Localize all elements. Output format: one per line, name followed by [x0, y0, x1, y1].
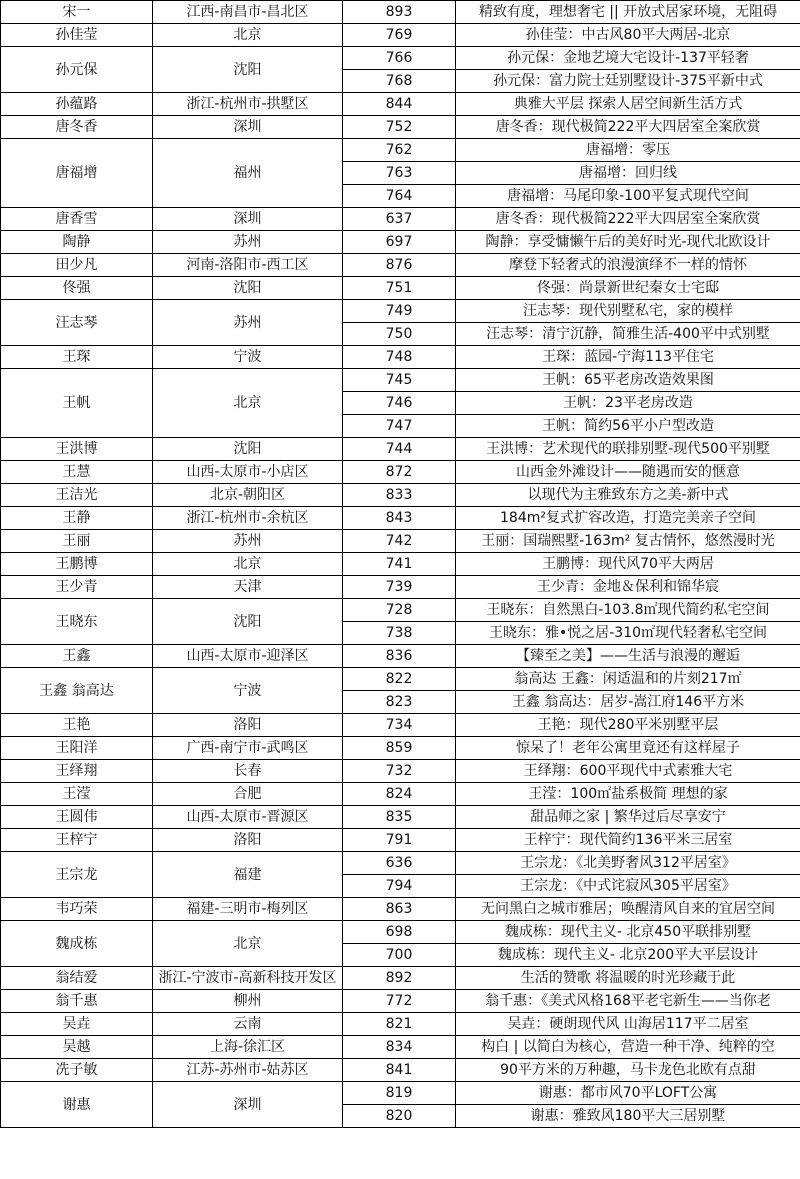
project-id-cell: 762 [343, 139, 456, 162]
table-row [1, 967, 800, 990]
project-id-cell: 746 [343, 392, 456, 415]
designer-name-cell: 王静 [1, 507, 153, 530]
project-id-cell: 698 [343, 921, 456, 944]
location-cell: 深圳 [153, 208, 343, 231]
designer-name-cell: 宋一 [1, 1, 153, 24]
table-row [1, 829, 800, 852]
designer-name-cell: 翁结爱 [1, 967, 153, 990]
project-title-cell: 无问黑白之城市雅居；唤醒清风自来的宜居空间 [456, 898, 800, 921]
project-title-cell: 甜品师之家 | 繁华过后尽享安宁 [456, 806, 800, 829]
project-id-cell: 741 [343, 553, 456, 576]
project-id-cell: 637 [343, 208, 456, 231]
project-title-cell: 王宗龙：《北美野奢风312平居室》 [456, 852, 800, 875]
project-id-cell: 820 [343, 1105, 456, 1128]
location-cell: 长春 [153, 760, 343, 783]
designer-table-body [1, 1, 800, 1128]
project-title-cell: 孙元保：富力院士廷别墅设计-375平新中式 [456, 70, 800, 93]
project-id-cell: 841 [343, 1059, 456, 1082]
project-id-cell: 859 [343, 737, 456, 760]
table-row [1, 208, 800, 231]
project-title-cell: 精致有度，理想奢宅 || 开放式居家环境，无阻碍 [456, 1, 800, 24]
designer-name-cell: 唐香雪 [1, 208, 153, 231]
table-row [1, 93, 800, 116]
project-id-cell: 763 [343, 162, 456, 185]
project-title-cell: 翁千惠：《美式风格168平老宅新生——当你老 [456, 990, 800, 1013]
designer-name-cell: 孙佳莹 [1, 24, 153, 47]
project-id-cell: 732 [343, 760, 456, 783]
project-id-cell: 843 [343, 507, 456, 530]
designer-name-cell: 汪志琴 [1, 300, 153, 346]
designer-name-cell: 谢惠 [1, 1082, 153, 1128]
project-id-cell: 697 [343, 231, 456, 254]
location-cell: 天津 [153, 576, 343, 599]
project-title-cell: 汪志琴：现代别墅私宅，家的模样 [456, 300, 800, 323]
project-id-cell: 636 [343, 852, 456, 875]
project-title-cell: 陶静：享受慵懒午后的美好时光-现代北欧设计 [456, 231, 800, 254]
designer-name-cell: 王阳洋 [1, 737, 153, 760]
location-cell: 江苏-苏州市-姑苏区 [153, 1059, 343, 1082]
designer-name-cell: 王鹏博 [1, 553, 153, 576]
location-cell: 宁波 [153, 346, 343, 369]
location-cell: 深圳 [153, 1082, 343, 1128]
table-row [1, 484, 800, 507]
designer-name-cell: 王洪博 [1, 438, 153, 461]
table-row [1, 24, 800, 47]
table-row [1, 346, 800, 369]
designer-name-cell: 王梓宁 [1, 829, 153, 852]
table-row [1, 576, 800, 599]
project-title-cell: 90平方米的万种趣，马卡龙色北欧有点甜 [456, 1059, 800, 1082]
table-row [1, 760, 800, 783]
designer-name-cell: 陶静 [1, 231, 153, 254]
project-id-cell: 794 [343, 875, 456, 898]
table-row [1, 806, 800, 829]
designer-name-cell: 王少青 [1, 576, 153, 599]
designer-name-cell: 王圆伟 [1, 806, 153, 829]
project-title-cell: 构白 | 以简白为核心，营造一种干净、纯粹的空 [456, 1036, 800, 1059]
project-id-cell: 766 [343, 47, 456, 70]
project-id-cell: 768 [343, 70, 456, 93]
project-id-cell: 824 [343, 783, 456, 806]
project-id-cell: 700 [343, 944, 456, 967]
project-id-cell: 745 [343, 369, 456, 392]
table-row [1, 438, 800, 461]
project-id-cell: 835 [343, 806, 456, 829]
project-title-cell: 吴垚：硬朗现代风 山海居117平二居室 [456, 1013, 800, 1036]
project-title-cell: 摩登下轻奢式的浪漫演绎不一样的情怀 [456, 254, 800, 277]
location-cell: 洛阳 [153, 829, 343, 852]
designer-name-cell: 王洁光 [1, 484, 153, 507]
project-title-cell: 王帆：23平老房改造 [456, 392, 800, 415]
designer-name-cell: 唐福增 [1, 139, 153, 208]
table-row [1, 461, 800, 484]
table-row [1, 47, 800, 70]
designer-name-cell: 王鑫 [1, 645, 153, 668]
location-cell: 山西-太原市-迎泽区 [153, 645, 343, 668]
project-title-cell: 唐福增：零压 [456, 139, 800, 162]
table-row [1, 116, 800, 139]
project-id-cell: 750 [343, 323, 456, 346]
location-cell: 浙江-宁波市-高新科技开发区 [153, 967, 343, 990]
designer-name-cell: 冼子敏 [1, 1059, 153, 1082]
project-title-cell: 惊呆了！老年公寓里竟还有这样屋子 [456, 737, 800, 760]
project-id-cell: 772 [343, 990, 456, 1013]
location-cell: 深圳 [153, 116, 343, 139]
location-cell: 北京 [153, 921, 343, 967]
project-id-cell: 742 [343, 530, 456, 553]
table-row [1, 990, 800, 1013]
table-row [1, 300, 800, 323]
designer-name-cell: 王绎翔 [1, 760, 153, 783]
project-title-cell: 【臻至之美】——生活与浪漫的邂逅 [456, 645, 800, 668]
project-title-cell: 王洪博：艺术现代的联排别墅-现代500平别墅 [456, 438, 800, 461]
project-id-cell: 821 [343, 1013, 456, 1036]
project-title-cell: 王帆：简约56平小户型改造 [456, 415, 800, 438]
location-cell: 沈阳 [153, 438, 343, 461]
project-id-cell: 836 [343, 645, 456, 668]
table-row [1, 714, 800, 737]
project-id-cell: 823 [343, 691, 456, 714]
location-cell: 浙江-杭州市-余杭区 [153, 507, 343, 530]
project-id-cell: 764 [343, 185, 456, 208]
project-title-cell: 王晓东：雅•悦之居-310㎡现代轻奢私宅空间 [456, 622, 800, 645]
table-row [1, 668, 800, 691]
project-title-cell: 佟强：尚景新世纪秦女士宅邸 [456, 277, 800, 300]
project-title-cell: 王鹏博：现代风70平大两居 [456, 553, 800, 576]
project-id-cell: 822 [343, 668, 456, 691]
table-row [1, 139, 800, 162]
project-id-cell: 872 [343, 461, 456, 484]
location-cell: 沈阳 [153, 599, 343, 645]
project-title-cell: 魏成栋：现代主义- 北京450平联排别墅 [456, 921, 800, 944]
project-title-cell: 王梓宁：现代简约136平米三居室 [456, 829, 800, 852]
table-row [1, 369, 800, 392]
project-id-cell: 863 [343, 898, 456, 921]
designer-name-cell: 王艳 [1, 714, 153, 737]
project-title-cell: 唐福增：马尾印象-100平复式现代空间 [456, 185, 800, 208]
project-id-cell: 769 [343, 24, 456, 47]
location-cell: 福建-三明市-梅列区 [153, 898, 343, 921]
table-row [1, 1082, 800, 1105]
location-cell: 沈阳 [153, 277, 343, 300]
project-title-cell: 184m²复式扩容改造，打造完美亲子空间 [456, 507, 800, 530]
project-title-cell: 王琛：蓝园-宁海113平住宅 [456, 346, 800, 369]
project-title-cell: 王鑫 翁高达：居岁-嵩江府146平方米 [456, 691, 800, 714]
project-title-cell: 孙元保：金地艺境大宅设计-137平轻奢 [456, 47, 800, 70]
table-row [1, 1036, 800, 1059]
project-title-cell: 王艳：现代280平米别墅平层 [456, 714, 800, 737]
project-id-cell: 893 [343, 1, 456, 24]
table-row [1, 231, 800, 254]
project-title-cell: 唐冬香：现代极简222平大四居室全案欣赏 [456, 208, 800, 231]
project-id-cell: 748 [343, 346, 456, 369]
location-cell: 北京-朝阳区 [153, 484, 343, 507]
designer-name-cell: 翁千惠 [1, 990, 153, 1013]
project-title-cell: 生活的赞歌 将温暖的时光珍藏于此 [456, 967, 800, 990]
designer-name-cell: 韦巧荣 [1, 898, 153, 921]
project-id-cell: 744 [343, 438, 456, 461]
table-row [1, 645, 800, 668]
project-id-cell: 738 [343, 622, 456, 645]
table-row [1, 507, 800, 530]
location-cell: 江西-南昌市-昌北区 [153, 1, 343, 24]
project-title-cell: 王丽：国瑞熙墅-163m² 复古情怀，悠然漫时光 [456, 530, 800, 553]
table-row [1, 921, 800, 944]
location-cell: 上海-徐汇区 [153, 1036, 343, 1059]
location-cell: 合肥 [153, 783, 343, 806]
project-id-cell: 876 [343, 254, 456, 277]
location-cell: 福建 [153, 852, 343, 898]
location-cell: 北京 [153, 369, 343, 438]
project-id-cell: 892 [343, 967, 456, 990]
project-title-cell: 王绎翔：600平现代中式素雅大宅 [456, 760, 800, 783]
location-cell: 苏州 [153, 530, 343, 553]
table-row [1, 530, 800, 553]
location-cell: 山西-太原市-小店区 [153, 461, 343, 484]
project-id-cell: 819 [343, 1082, 456, 1105]
location-cell: 苏州 [153, 300, 343, 346]
designer-name-cell: 王宗龙 [1, 852, 153, 898]
project-title-cell: 谢惠：雅致风180平大三居别墅 [456, 1105, 800, 1128]
designer-name-cell: 孙蕴路 [1, 93, 153, 116]
project-title-cell: 王滢：100㎡盐系极简 理想的家 [456, 783, 800, 806]
location-cell: 河南-洛阳市-西工区 [153, 254, 343, 277]
project-title-cell: 王晓东：自然黑白-103.8㎡现代简约私宅空间 [456, 599, 800, 622]
project-id-cell: 791 [343, 829, 456, 852]
designer-name-cell: 唐冬香 [1, 116, 153, 139]
designer-name-cell: 王慧 [1, 461, 153, 484]
location-cell: 洛阳 [153, 714, 343, 737]
table-row [1, 599, 800, 622]
project-title-cell: 以现代为主雅致东方之美-新中式 [456, 484, 800, 507]
table-row [1, 1, 800, 24]
location-cell: 福州 [153, 139, 343, 208]
project-title-cell: 王少青：金地＆保利和锦华宸 [456, 576, 800, 599]
location-cell: 浙江-杭州市-拱墅区 [153, 93, 343, 116]
project-title-cell: 汪志琴：清宁沉静，简雅生活-400平中式别墅 [456, 323, 800, 346]
project-title-cell: 唐冬香：现代极简222平大四居室全案欣赏 [456, 116, 800, 139]
project-id-cell: 734 [343, 714, 456, 737]
project-title-cell: 谢惠：都市风70平LOFT公寓 [456, 1082, 800, 1105]
designer-name-cell: 魏成栋 [1, 921, 153, 967]
location-cell: 苏州 [153, 231, 343, 254]
designer-name-cell: 王滢 [1, 783, 153, 806]
location-cell: 北京 [153, 553, 343, 576]
project-id-cell: 747 [343, 415, 456, 438]
table-row [1, 553, 800, 576]
project-id-cell: 739 [343, 576, 456, 599]
table-row [1, 1013, 800, 1036]
project-id-cell: 844 [343, 93, 456, 116]
project-title-cell: 王帆：65平老房改造效果图 [456, 369, 800, 392]
table-row [1, 277, 800, 300]
designer-name-cell: 田少凡 [1, 254, 153, 277]
project-title-cell: 魏成栋：现代主义- 北京200平大平层设计 [456, 944, 800, 967]
project-id-cell: 752 [343, 116, 456, 139]
project-title-cell: 翁高达 王鑫：闲适温和的片刻217㎡ [456, 668, 800, 691]
project-title-cell: 孙佳莹：中古风80平大两居-北京 [456, 24, 800, 47]
project-id-cell: 833 [343, 484, 456, 507]
project-title-cell: 典雅大平层 探索人居空间新生活方式 [456, 93, 800, 116]
project-id-cell: 834 [343, 1036, 456, 1059]
designer-name-cell: 佟强 [1, 277, 153, 300]
table-row [1, 852, 800, 875]
designer-name-cell: 吴越 [1, 1036, 153, 1059]
designer-name-cell: 孙元保 [1, 47, 153, 93]
location-cell: 广西-南宁市-武鸣区 [153, 737, 343, 760]
project-title-cell: 唐福增：回归线 [456, 162, 800, 185]
designer-name-cell: 王丽 [1, 530, 153, 553]
table-row [1, 737, 800, 760]
location-cell: 北京 [153, 24, 343, 47]
designer-name-cell: 王晓东 [1, 599, 153, 645]
table-row [1, 1059, 800, 1082]
table-row [1, 783, 800, 806]
designer-name-cell: 王鑫 翁高达 [1, 668, 153, 714]
location-cell: 山西-太原市-晋源区 [153, 806, 343, 829]
location-cell: 沈阳 [153, 47, 343, 93]
project-id-cell: 728 [343, 599, 456, 622]
table-row [1, 254, 800, 277]
project-id-cell: 749 [343, 300, 456, 323]
table-row [1, 898, 800, 921]
designer-name-cell: 王帆 [1, 369, 153, 438]
designer-name-cell: 王琛 [1, 346, 153, 369]
location-cell: 宁波 [153, 668, 343, 714]
project-title-cell: 山西金外滩设计——随遇而安的惬意 [456, 461, 800, 484]
location-cell: 云南 [153, 1013, 343, 1036]
project-id-cell: 751 [343, 277, 456, 300]
location-cell: 柳州 [153, 990, 343, 1013]
project-title-cell: 王宗龙：《中式诧寂风305平居室》 [456, 875, 800, 898]
designer-name-cell: 吴垚 [1, 1013, 153, 1036]
